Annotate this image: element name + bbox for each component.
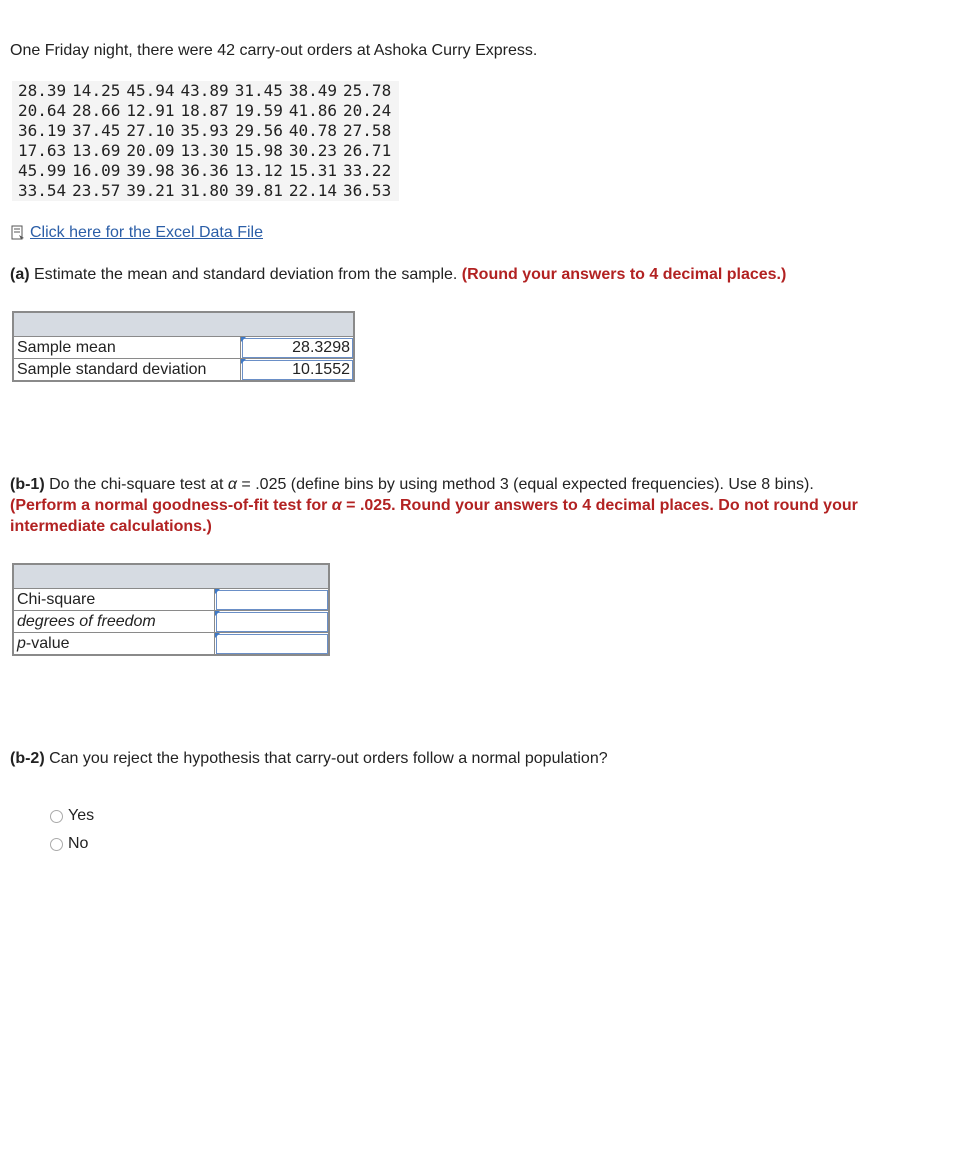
data-cell: 45.99 [18,161,67,180]
p-value-label: p-value [13,633,215,656]
data-cell: 41.86 [288,101,338,120]
data-cell: 20.24 [343,101,392,120]
data-row [12,121,399,141]
data-cell: 33.54 [18,181,67,200]
data-row [12,81,399,101]
data-cell: 35.93 [180,121,229,140]
data-cell: 27.10 [126,121,175,140]
question-b1: (b-1) Do the chi-square test at α = .025 (define bins by using method 3 (equal expected frequencies). Use 8 bins). (Perform a normal goodness-of-fit test for α = .025. Round your answers to 4 decimal places. Do not round your intermediate calculations.) [10,476,858,535]
data-cell: 15.31 [288,161,338,180]
excel-link-label[interactable]: Click here for the Excel Data File [30,224,263,241]
chi-square-input[interactable] [215,589,330,611]
excel-data-link[interactable] [10,224,263,242]
data-row [12,161,399,181]
data-cell: 25.78 [343,81,392,100]
document-icon [10,225,26,241]
option-yes[interactable] [50,807,94,825]
data-cell: 30.23 [288,141,338,160]
dof-input[interactable] [215,611,330,633]
sample-sd-value[interactable]: 10.1552 [241,359,355,382]
question-b2: (b-2) Can you reject the hypothesis that carry-out orders follow a normal population? [10,750,608,767]
data-cell: 38.49 [288,81,338,100]
sample-sd-label: Sample standard deviation [13,359,241,382]
question-a: (a) Estimate the mean and standard deviation from the sample. (Round your answers to 4 decimal places.) [10,266,787,283]
data-cell: 39.98 [126,161,175,180]
data-cell: 39.21 [126,181,175,200]
data-cell: 13.69 [72,141,121,160]
data-cell: 43.89 [180,81,229,100]
chi-square-label: Chi-square [13,589,215,611]
data-cell: 19.59 [234,101,283,120]
data-cell: 33.22 [343,161,392,180]
data-cell: 22.14 [288,181,338,200]
option-no-label: No [68,835,89,852]
data-cell: 36.53 [343,181,392,200]
answer-table-b1 [12,563,330,656]
data-cell: 20.09 [126,141,175,160]
data-row [12,141,399,161]
data-cell: 36.19 [18,121,67,140]
radio-yes[interactable] [50,810,63,823]
data-cell: 13.30 [180,141,229,160]
data-cell: 39.81 [234,181,283,200]
data-cell: 36.36 [180,161,229,180]
answer-table-a [12,311,355,382]
data-cell: 37.45 [72,121,121,140]
p-value-input[interactable] [215,633,330,656]
data-cell: 12.91 [126,101,175,120]
data-cell: 28.39 [18,81,67,100]
data-cell: 45.94 [126,81,175,100]
sample-mean-label: Sample mean [13,337,241,359]
data-cell: 28.66 [72,101,121,120]
data-cell: 20.64 [18,101,67,120]
data-cell: 26.71 [343,141,392,160]
radio-no[interactable] [50,838,63,851]
data-table [12,81,399,201]
data-row [12,181,399,201]
problem-intro: One Friday night, there were 42 carry-out orders at Ashoka Curry Express. [10,42,538,59]
dof-label: degrees of freedom [13,611,215,633]
data-cell: 18.87 [180,101,229,120]
sample-mean-value[interactable]: 28.3298 [241,337,355,359]
data-row [12,101,399,121]
data-cell: 29.56 [234,121,283,140]
data-cell: 17.63 [18,141,67,160]
data-cell: 27.58 [343,121,392,140]
data-cell: 16.09 [72,161,121,180]
data-cell: 13.12 [234,161,283,180]
data-cell: 15.98 [234,141,283,160]
option-no[interactable] [50,835,88,853]
data-cell: 31.80 [180,181,229,200]
option-yes-label: Yes [68,807,95,824]
data-cell: 40.78 [288,121,338,140]
data-cell: 14.25 [72,81,121,100]
data-cell: 31.45 [234,81,283,100]
data-cell: 23.57 [72,181,121,200]
